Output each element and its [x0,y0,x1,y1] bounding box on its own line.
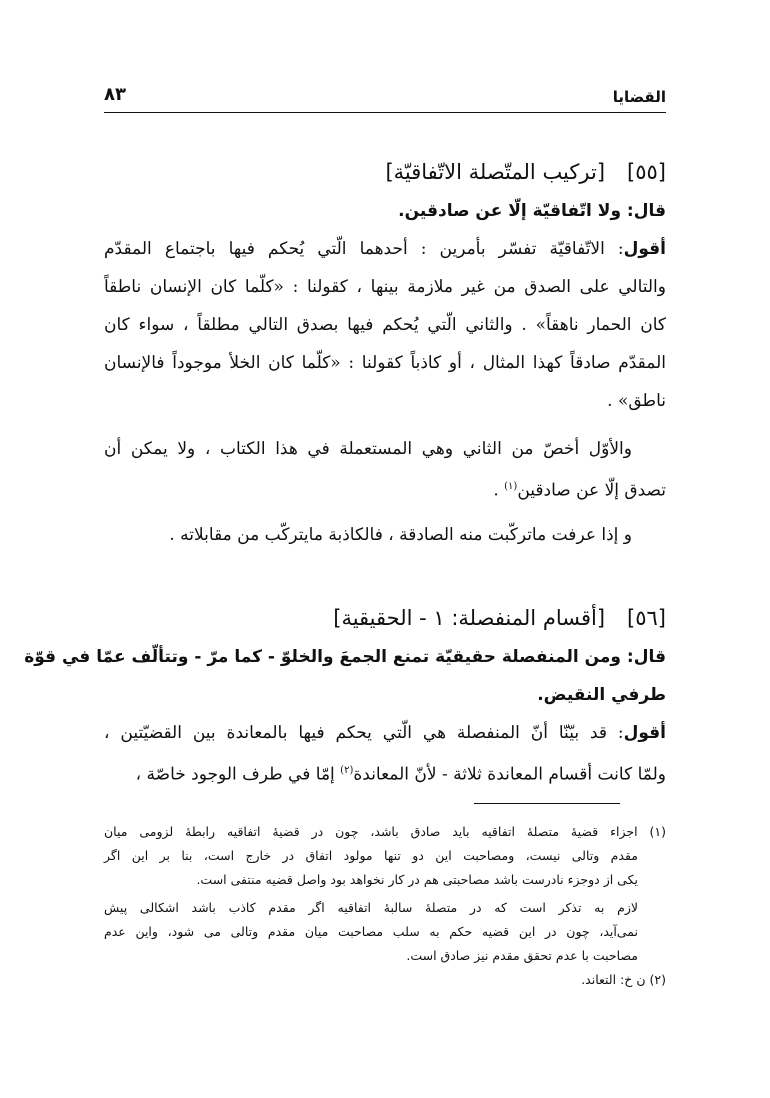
footnote-marker: (٢) [649,972,666,987]
text-line: المقدّم صادقاً كهذا المثال ، أو كاذباً كقولنا : «كلّما كان الخلأ موجوداً فالإنسان [104,353,666,373]
text-line: و إذا عرفت ماتركّبت منه الصادقة ، فالكاذبة مايتركّب من مقابلاته . [169,525,632,545]
footnote-line: يكی از دوجزء نادرست باشد مصاحبتی هم در كار نخواهد بود واصل قضيه منتفی است. [196,872,638,887]
text-line [104,752,666,790]
line-text: إمّا في طرف الوجود خاصّة ، [135,764,341,785]
footnote-line: نمی‌آيد، چون در اين قضيه حكم به سلب مصاحبت ميان مقدم وتالی می شود، واين عدم [104,924,638,939]
section-number: [٥٦] [627,606,666,630]
footnote-line [104,820,666,844]
footnote-line [104,968,666,992]
footnote-text: اجزاء قضيهٔ متصلهٔ اتفاقيه بايد صادق باشد، چون در قضيهٔ اتفاقيه رابطهٔ لزومی ميان [104,824,638,839]
footnote-ref: (١) [504,481,518,492]
running-head [104,82,666,113]
footnote-rule [474,803,620,804]
line-text: تصدق إلّا عن صادقين [517,480,666,501]
footnote-line: مقدم وتالی نيست، ومصاحبت اين دو تنها مولود اتفاق در خارج است، بنا بر اين اگر [104,848,638,863]
text-line [104,714,666,752]
aqulu-label: أقول [623,723,666,743]
aqulu-label: أقول [623,239,666,259]
section-heading-55 [104,152,666,192]
section-title: [تركيب المتّصلة الاتّفاقيّة] [385,160,606,184]
qala-label: قال [633,647,666,667]
footnote-text: ن خ: التعاند. [581,972,646,987]
footnotes [104,820,666,992]
footnote-ref: (٢) [340,765,354,776]
line-text: : الاتّفاقيّة تفسّر بأمرين : أحدهما الّتي يُحكم فيها باجتماع المقدّم [104,239,624,259]
running-head-title: القضايا [612,88,666,106]
section-number: [٥٥] [627,160,666,184]
footnote-marker: (١) [649,824,666,839]
text-line: ناطق» . [607,391,666,411]
section-title: [أقسام المنفصلة: ١ - الحقيقية] [333,606,606,630]
text-line: والأوّل أخصّ من الثاني وهي المستعملة في هذا الكتاب ، ولا يمكن أن [104,439,632,459]
line-text: : قد بيّنّا أنّ المنفصلة هي الّتي يحكم فيها بالمعاندة بين القضيّتين ، [104,723,624,743]
text-line: والتالي على الصدق من غير ملازمة بينها ، كقولنا : «كلّما كان الإنسان ناطقاً [104,277,666,297]
qala-line [24,638,666,676]
line-end: . [493,480,505,501]
text-line: كان الحمار ناهقاً» . والثاني الّتي يُحكم فيها بصدق التالي مطلقاً ، سواء كان [104,315,666,335]
qala-label: قال [633,201,666,221]
text-line [104,468,666,506]
footnote-line: لازم به تذكر است كه در متصلهٔ سالبهٔ اتفاقيه اگر مقدم كاذب باشد اشكالی پيش [104,900,638,915]
qala-text: : ومن المنفصلة حقيقيّة تمنع الجمعَ والخلوّ - كما مرّ - وتتألّف عمّا في قوّة [24,647,634,667]
qala-line: طرفي النقيض. [537,685,666,705]
page-number: ٨٣ [104,84,126,105]
text-line [104,230,666,268]
footnote-line: مصاحبت با عدم تحقق مقدم نيز صادق است. [406,948,638,963]
section-heading-56 [104,598,666,638]
qala-text: : ولا اتّفاقيّة إلّا عن صادقين. [398,201,634,221]
main-text [24,152,666,790]
line-text: ولمّا كانت أقسام المعاندة ثلاثة - لأنّ المعاندة [353,764,666,785]
qala-line [104,192,666,230]
